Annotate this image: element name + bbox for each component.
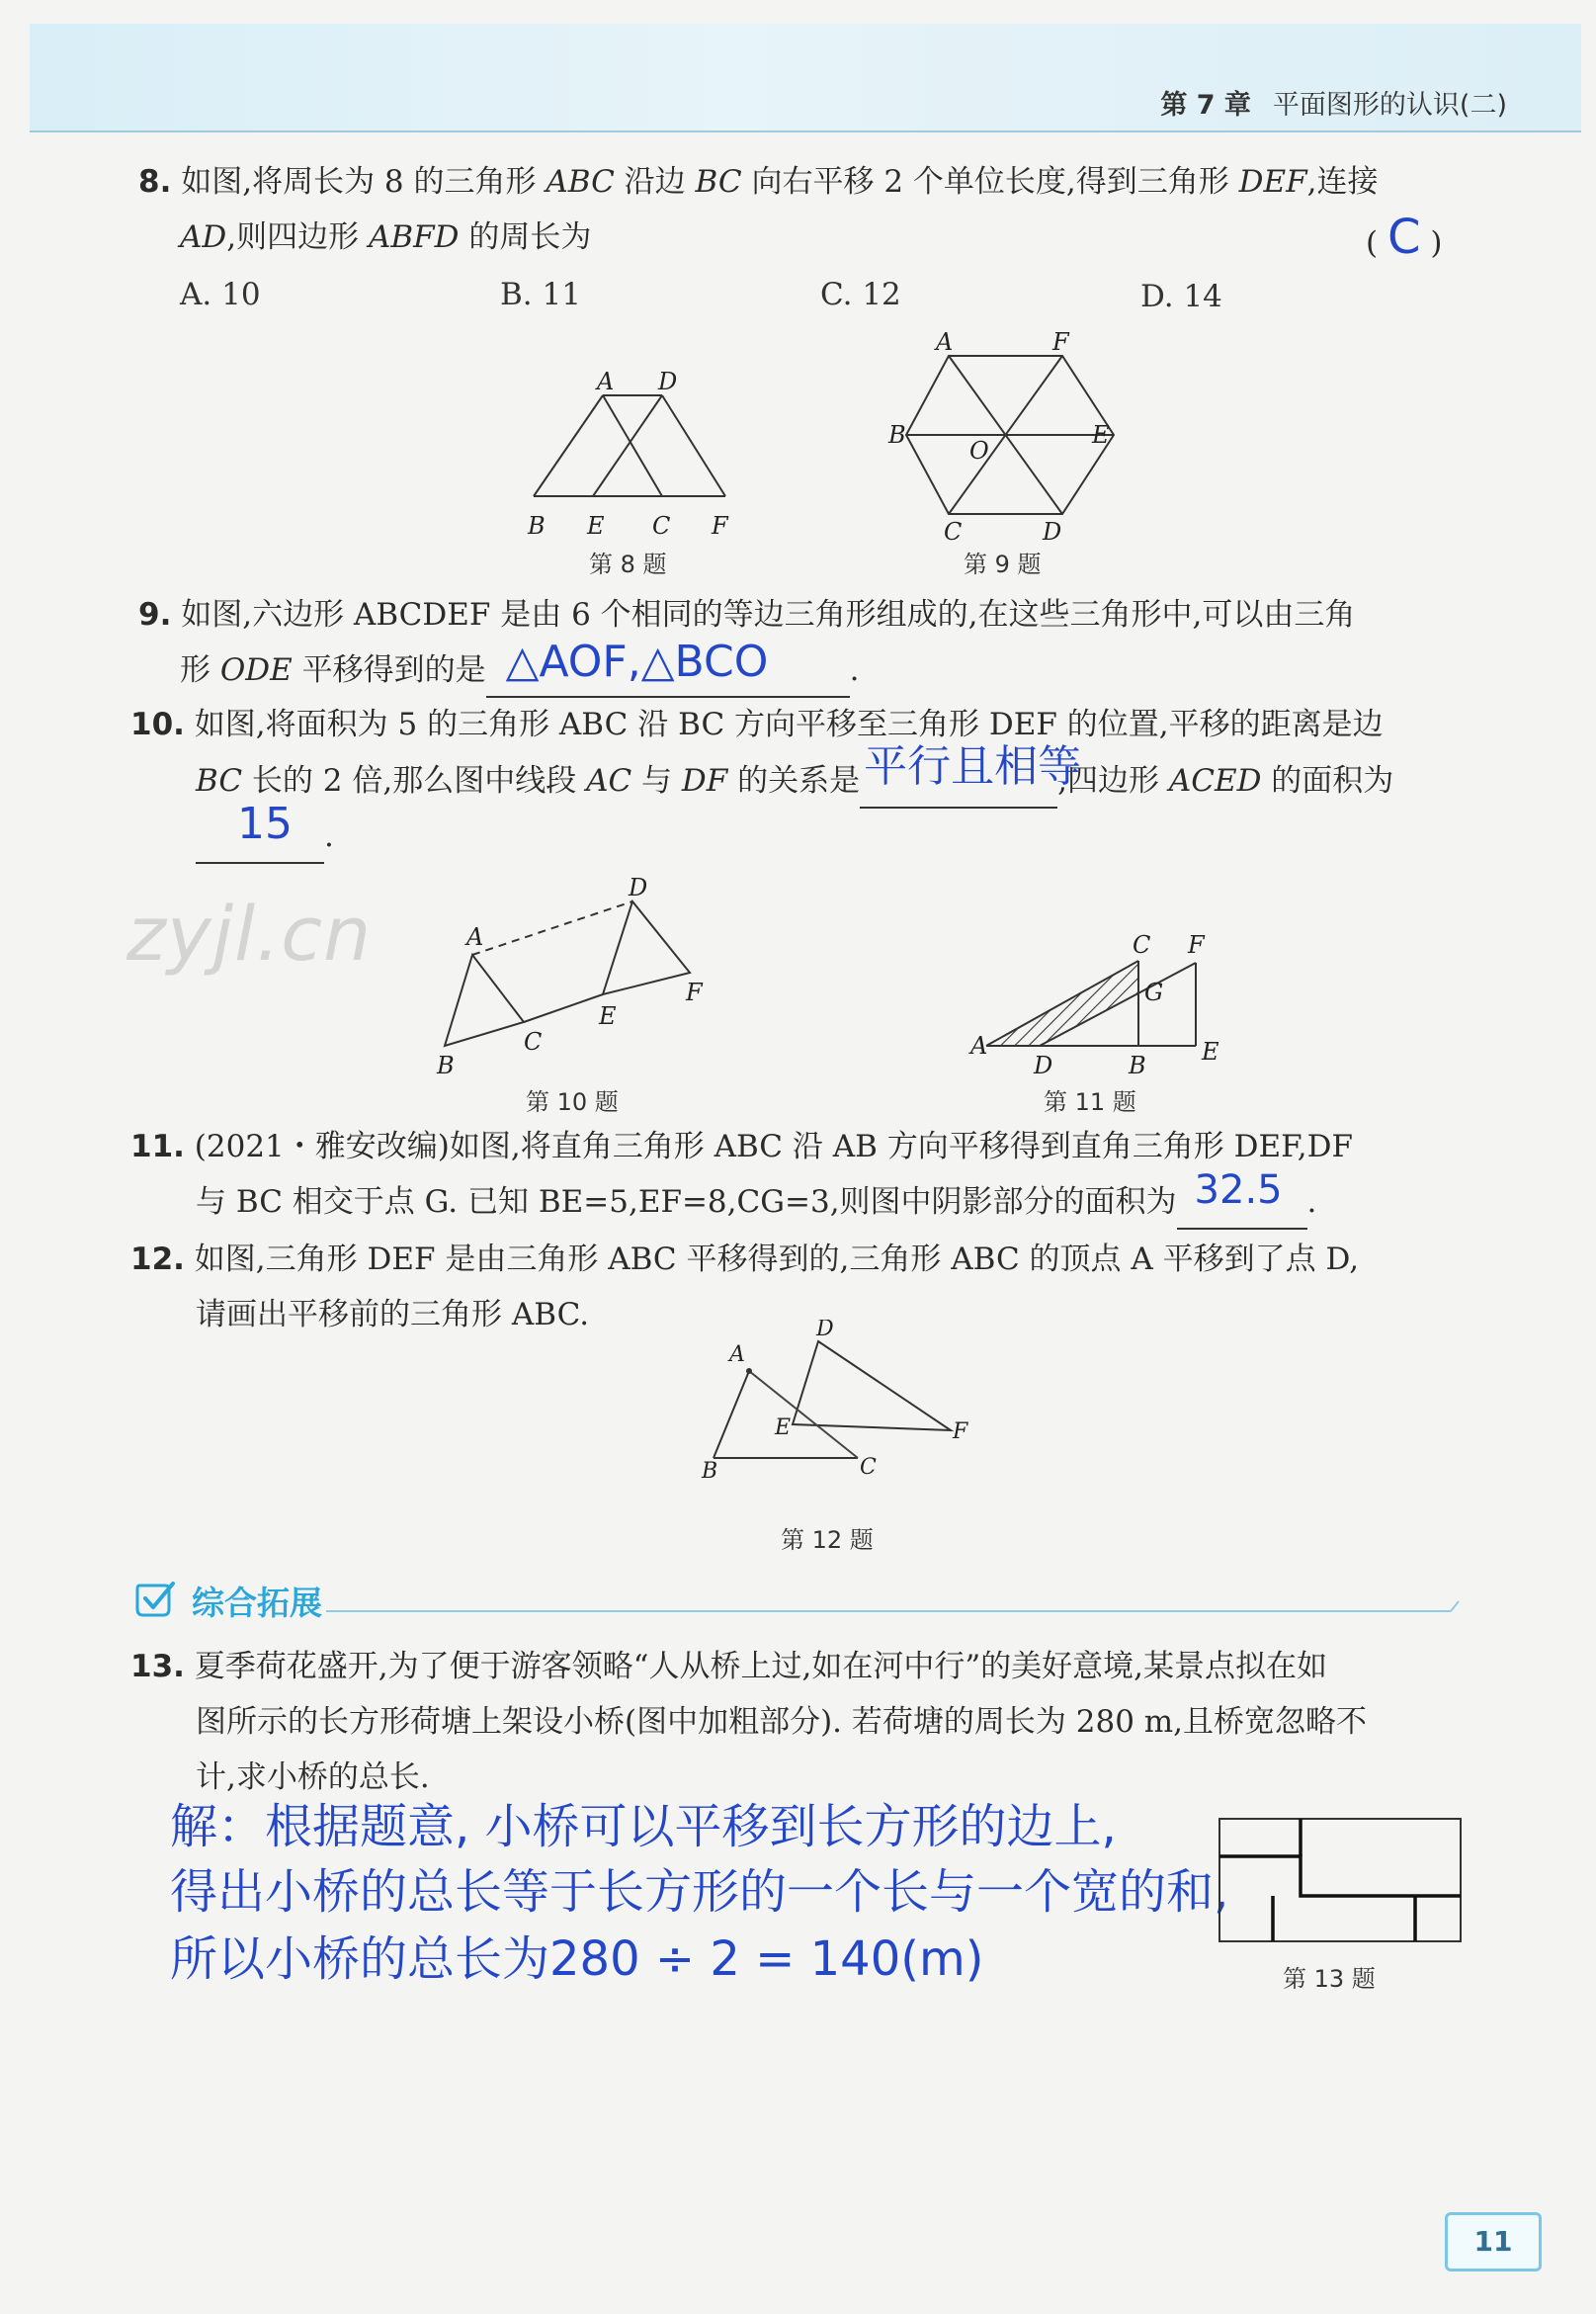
fig8-label-e: E [587,512,605,540]
solution-line-1: 解：根据题意, 小桥可以平移到长方形的边上, [170,1799,1117,1854]
fig11-label-g: G [1144,979,1164,1006]
fig10-label-b: B [437,1052,455,1079]
fig11-label-a: A [970,1032,988,1060]
q8-var: ABFD [368,219,460,255]
fig9-label-o: O [969,437,989,465]
fig12-label-c: C [860,1455,877,1480]
figure-13 [1218,1817,1465,1945]
option-a: A. 10 [180,277,261,312]
q13-text: 夏季荷花盛开,为了便于游客领略“人从桥上过,如在河中行”的美好意境,某景点拟在如 [194,1649,1328,1684]
section-divider [326,1599,1463,1617]
q8-text: 的周长为 [459,219,592,255]
q8-var: AD [180,219,227,255]
option-c: C. 12 [820,277,901,312]
question-13-line2 [196,1694,1490,1750]
q11-text: . [1306,1184,1317,1220]
q9-text: 平移得到的是 [292,652,486,688]
fig13-caption: 第 13 题 [1283,1965,1376,1993]
q8-text: ,连接 [1306,164,1379,200]
question-number: 12. [130,1242,185,1277]
fig8-label-f: F [712,512,728,540]
q13-text: 图所示的长方形荷塘上架设小桥(图中加粗部分). 若荷塘的周长为 280 m,且桥宽忽略不 [196,1704,1368,1740]
option-d: D. 14 [1140,279,1222,314]
fig9-label-b: B [888,421,906,449]
question-9-line2 [180,637,1465,698]
question-10 [130,697,1484,752]
q8-text: 沿边 [614,164,696,200]
q10-blank-area [196,799,324,864]
fig11-caption: 第 11 题 [1044,1088,1136,1116]
q8-answer-bracket [1366,210,1474,271]
q13-text: 计,求小桥的总长. [196,1759,430,1795]
fig8-label-d: D [658,368,678,395]
question-8 [138,154,1472,210]
option-b: B. 11 [500,277,581,312]
fig9-label-a: A [936,328,954,356]
figure-10 [425,870,721,1087]
q10-text: . [324,818,334,854]
q9-text: . [849,652,860,688]
fig11-label-d: D [1034,1052,1053,1077]
fig10-label-f: F [686,979,703,1006]
q12-text: 如图,三角形 DEF 是由三角形 ABC 平移得到的,三角形 ABC 的顶点 A 平移到了点 D, [194,1242,1360,1277]
question-11-line2 [196,1167,1490,1230]
fig11-label-e: E [1202,1038,1219,1066]
q10-text: 的关系是 [727,763,861,799]
fig10-label-d: D [629,874,648,901]
question-number: 13. [130,1649,185,1684]
fig13-bridge [1219,1819,1461,1941]
q9-text: 如图,六边形 ABCDEF 是由 6 个相同的等边三角形组成的,在这些三角形中,可以由三角 [181,597,1356,633]
q10-var: DF [681,763,728,799]
fig9-label-c: C [944,518,963,544]
figure-11 [959,919,1245,1077]
q10-text: 与 [631,763,682,799]
bracket-close: ) [1430,225,1443,261]
chapter-title: 平面图形的认识(二) [1272,90,1507,121]
figure-9 [884,326,1132,544]
fig8-caption: 第 8 题 [589,551,667,578]
q12-text: 请画出平移前的三角形 ABC. [196,1297,590,1332]
q10-text: 如图,将面积为 5 的三角形 ABC 沿 BC 方向平移至三角形 DEF 的位置,平移的距离是边 [194,707,1384,742]
fig10-label-c: C [524,1028,543,1056]
fig12-point-a [746,1368,752,1374]
q10-var: ACED [1168,763,1262,799]
q9-text: 形 [180,652,220,688]
fig11-label-c: C [1133,931,1151,959]
chapter-header [1160,83,1507,122]
chapter-number: 第 7 章 [1160,90,1251,121]
fig12-label-b: B [702,1459,718,1484]
q10-var: BC [196,763,243,799]
q8-answer: C [1386,210,1421,265]
fig9-label-d: D [1043,518,1062,544]
question-9 [138,587,1482,643]
fig10-caption: 第 10 题 [526,1088,619,1116]
q10-answer-area: 15 [237,799,293,849]
question-12 [130,1232,1484,1287]
fig10-label-e: E [599,1002,617,1030]
fig12-label-a: A [729,1342,745,1367]
page-number: 11 [1445,2212,1542,2271]
solution-line-3: 所以小桥的总长为280 ÷ 2 = 140(m) [170,1931,984,1987]
fig12-caption: 第 12 题 [781,1526,874,1554]
solution-line-2: 得出小桥的总长等于长方形的一个长与一个宽的和, [170,1864,1229,1920]
question-13 [130,1639,1484,1694]
q10-text: ,四边形 [1057,763,1169,799]
figure-8 [514,356,751,544]
q10-answer-relation: 平行且相等 [864,741,1082,792]
fig9-label-f: F [1052,328,1069,356]
figure-12 [692,1320,978,1488]
fig11-label-b: B [1129,1052,1146,1077]
q8-text: ,则四边形 [226,219,369,255]
fig10-label-a: A [466,923,484,951]
fig12-label-d: D [816,1320,834,1341]
question-10-line2 [196,741,1490,809]
question-8-line2 [180,210,1465,265]
q11-answer: 32.5 [1194,1167,1283,1213]
question-number: 11. [130,1129,185,1164]
q11-text: 与 BC 相交于点 G. 已知 BE=5,EF=8,CG=3,则图中阴影部分的面积为 [196,1184,1177,1220]
q8-var: ABC [546,164,615,200]
q10-var: AC [586,763,632,799]
q8-text: 如图,将周长为 8 的三角形 [181,164,546,200]
q8-var: BC [695,164,742,200]
q9-answer: △AOF,△BCO [505,637,769,687]
fig11-label-f: F [1188,931,1205,959]
q8-var: DEF [1238,164,1307,200]
q10-blank-relation [860,741,1082,809]
q9-var: ODE [219,652,293,688]
q11-text: (2021・雅安改编)如图,将直角三角形 ABC 沿 AB 方向平移得到直角三角形 DEF,DF [194,1129,1353,1164]
section-title: 综合拓展 [192,1584,322,1622]
q9-answer-blank [486,637,850,698]
fig9-label-e: E [1092,421,1110,449]
header-divider [30,130,1581,132]
fig8-label-a: A [597,368,615,395]
bracket-open: ( [1366,225,1379,261]
fig12-label-f: F [953,1419,968,1444]
question-number: 8. [138,164,172,200]
q8-text: 向右平移 2 个单位长度,得到三角形 [741,164,1239,200]
question-number: 10. [130,707,185,742]
question-number: 9. [138,597,172,633]
check-icon [133,1578,179,1621]
fig8-label-c: C [652,512,671,540]
q11-answer-blank [1177,1167,1307,1230]
question-10-line3 [196,799,492,864]
fig12-label-e: E [775,1415,792,1440]
q10-text: 的面积为 [1261,763,1394,799]
q10-text: 长的 2 倍,那么图中线段 [242,763,587,799]
watermark: zyjl.cn [126,890,373,978]
fig8-label-b: B [528,512,546,540]
fig9-caption: 第 9 题 [964,551,1042,578]
